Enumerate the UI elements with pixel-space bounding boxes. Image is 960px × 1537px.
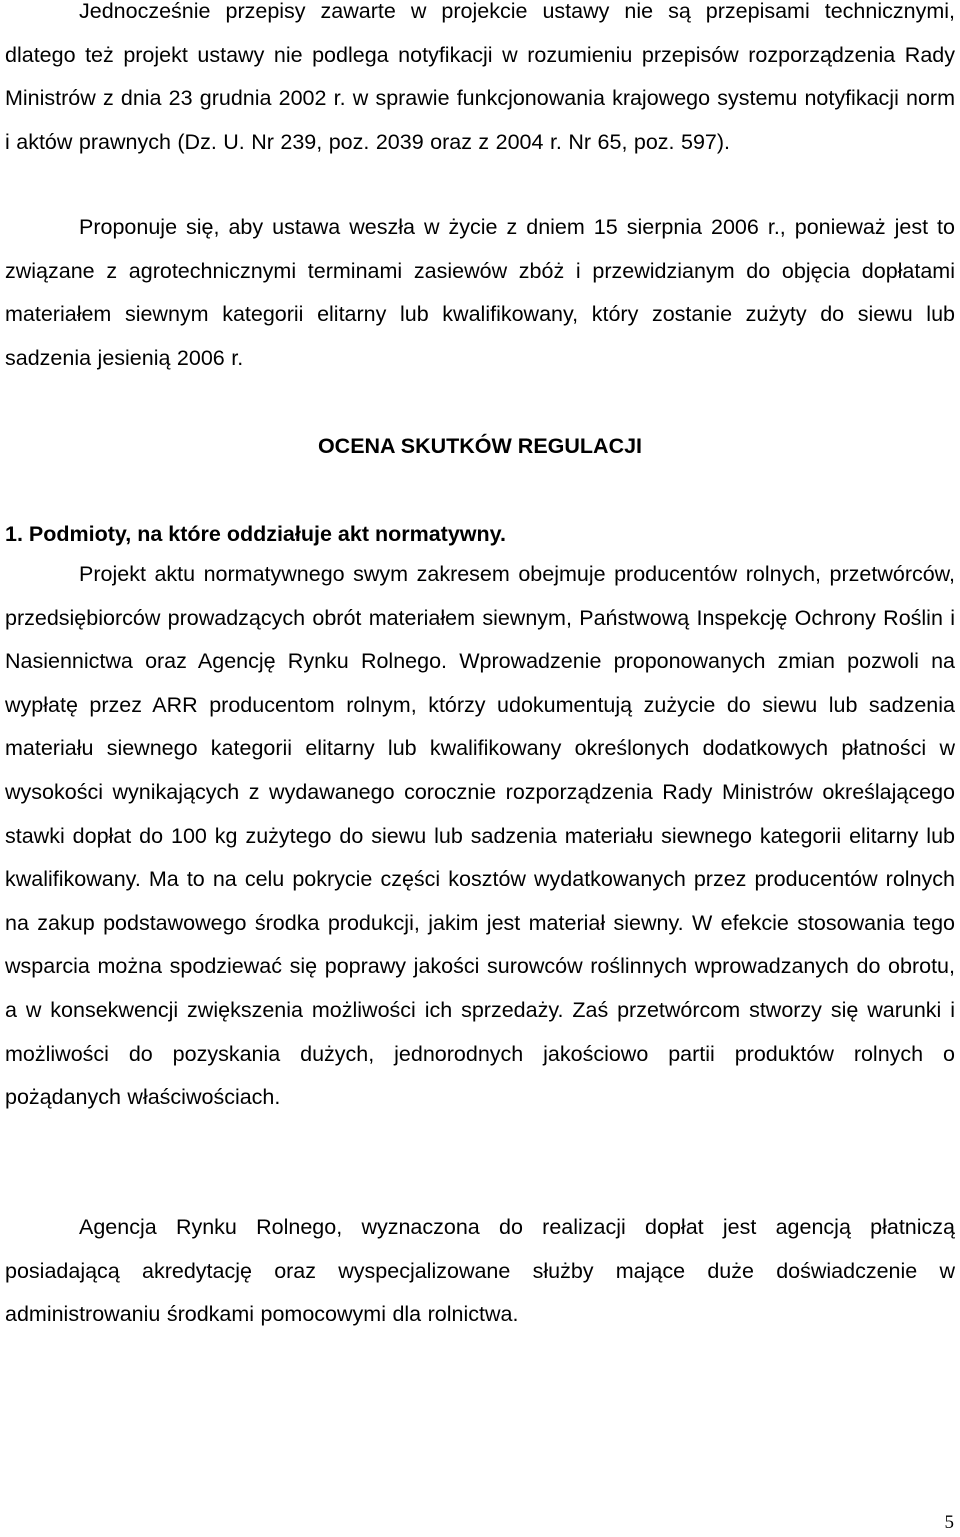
section-title: OCENA SKUTKÓW REGULACJI <box>317 434 643 458</box>
paragraph-payment-agency: Agencja Rynku Rolnego, wyznaczona do realizacji dopłat jest agencją płatniczą posiadającą akredytację oraz wyspecjalizowane służby mające duże doświadczenie w administrowaniu środkami pomocowymi dla rolnictwa. <box>5 1215 955 1327</box>
paragraph-effective-date: Proponuje się, aby ustawa weszła w życie z dniem 15 sierpnia 2006 r., ponieważ jest to związane z agrotechnicznymi terminami zasiewów zbóż i przewidzianym do objęcia dopłatami materiałem siewnym kategorii elitarny lub kwalifikowany, który zostanie zużyty do siewu lub sadzenia jesienią 2006 r. <box>5 215 955 370</box>
paragraph-affected-entities: Projekt aktu normatywnego swym zakresem obejmuje producentów rolnych, przetwórców, przedsiębiorców prowadzących obrót materiałem siewnym, Państwową Inspekcję Ochrony Roślin i Nasiennictwa oraz Agencję Rynku Rolnego. Wprowadzenie proponowanych zmian pozwoli na wypłatę przez ARR producentom rolnym, którzy udokumentują zużycie do siewu lub sadzenia materiału siewnego kategorii elitarny lub kwalifikowany określonych dodatkowych płatności w wysokości wynikających z wydawanego corocznie rozporządzenia Rady Ministrów określającego stawki dopłat do 100 kg zużytego do siewu lub sadzenia materiału siewnego kategorii elitarny lub kwalifikowany. Ma to na celu pokrycie części kosztów wydatkowanych przez producentów rolnych na zakup podstawowego środka produkcji, jakim jest materiał siewny. W efekcie stosowania tego wsparcia można spodziewać się poprawy jakości surowców roślinnych wprowadzanych do obrotu, a w konsekwencji zwiększenia możliwości ich sprzedaży. Zaś przetwórcom stworzy się warunki i możliwości do pozyskania dużych, jednorodnych jakościowo partii produktów rolnych o pożądanych właściwościach. <box>5 562 955 1110</box>
page-number: 5 <box>944 1512 954 1533</box>
paragraph-notification: Jednocześnie przepisy zawarte w projekcie ustawy nie są przepisami technicznymi, dlatego też projekt ustawy nie podlega notyfikacji w rozumieniu przepisów rozporządzenia Rady Ministrów z dnia 23 grudnia 2002 r. w sprawie funkcjonowania krajowego systemu notyfikacji norm i aktów prawnych (Dz. U. Nr 239, poz. 2039 oraz z 2004 r. Nr 65, poz. 597). <box>5 0 955 154</box>
subsection-title: 1. Podmioty, na które oddziałuje akt normatywny. <box>5 522 506 546</box>
